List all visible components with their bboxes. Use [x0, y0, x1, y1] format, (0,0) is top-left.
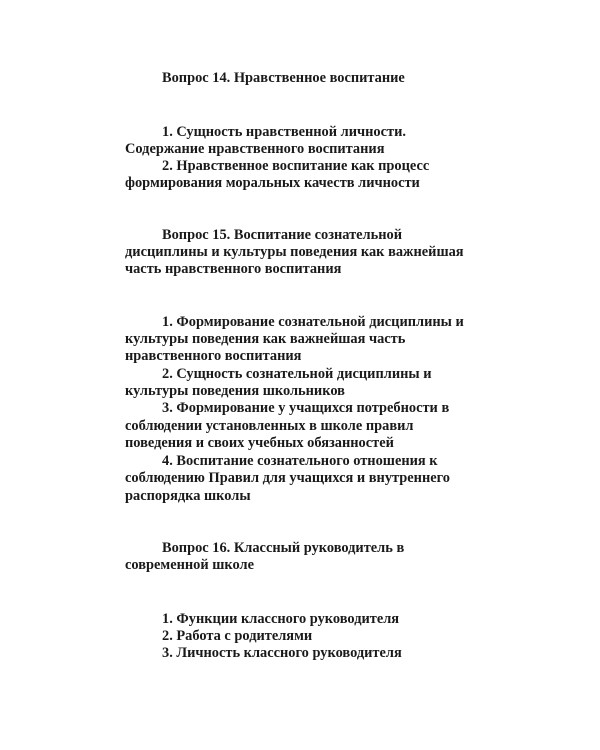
list-item-line: культуры поведения школьников: [125, 383, 345, 399]
question-15-title-cont: часть нравственного воспитания: [125, 261, 342, 277]
list-item-line: 1. Сущность нравственной личности.: [162, 124, 406, 140]
question-15-title-cont: дисциплины и культуры поведения как важнейшая: [125, 244, 464, 260]
list-item-line: Содержание нравственного воспитания: [125, 141, 385, 157]
question-14-title: Вопрос 14. Нравственное воспитание: [162, 70, 405, 86]
question-16-title: Вопрос 16. Классный руководитель в: [162, 540, 405, 556]
list-item-line: 3. Формирование у учащихся потребности в: [162, 400, 450, 416]
question-15-title: Вопрос 15. Воспитание сознательной: [162, 227, 403, 243]
list-item-line: 4. Воспитание сознательного отношения к: [162, 453, 438, 469]
list-item-line: 1. Формирование сознательной дисциплины и: [162, 314, 464, 330]
list-item-line: соблюдении установленных в школе правил: [125, 418, 414, 434]
list-item-line: распорядка школы: [125, 488, 251, 504]
list-item-line: формирования моральных качеств личности: [125, 175, 420, 191]
list-item-line: поведения и своих учебных обязанностей: [125, 435, 394, 451]
list-item-line: 2. Нравственное воспитание как процесс: [162, 158, 430, 174]
list-item-line: культуры поведения как важнейшая часть: [125, 331, 406, 347]
list-item-line: 1. Функции классного руководителя: [162, 611, 400, 627]
list-item-line: соблюдению Правил для учащихся и внутреннего: [125, 470, 450, 486]
list-item-line: 2. Сущность сознательной дисциплины и: [162, 366, 432, 382]
question-16-title-cont: современной школе: [125, 557, 254, 573]
list-item-line: нравственного воспитания: [125, 348, 302, 364]
list-item-line: 3. Личность классного руководителя: [162, 645, 402, 661]
list-item-line: 2. Работа с родителями: [162, 628, 313, 644]
